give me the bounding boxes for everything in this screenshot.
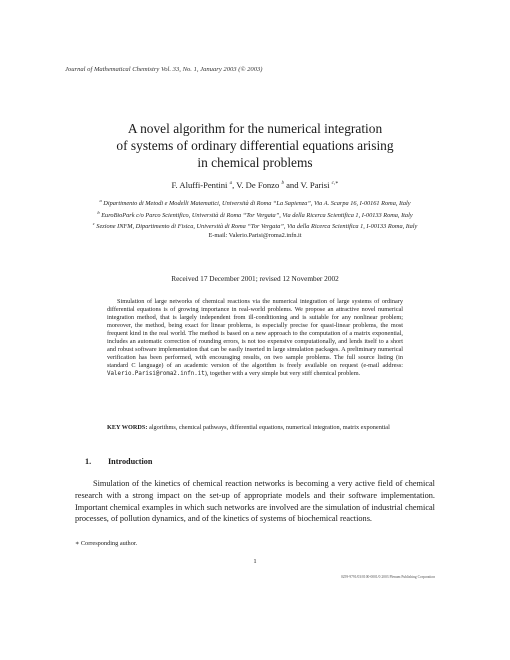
author-affil-mark: c,∗	[331, 181, 339, 187]
author-separator: and	[283, 180, 301, 190]
affil-text: Sezione INFM, Dipartimento di Fisica, Università di Roma “Tor Vergata”, Via della Ricerca Scientifica 1, I-00133 Roma, Italy	[96, 223, 418, 231]
section-heading	[85, 457, 152, 466]
title-line: of systems of ordinary differential equations arising	[116, 138, 394, 153]
author-list	[60, 180, 450, 190]
received-dates: Received 17 December 2001; revised 12 November 2002	[171, 274, 339, 283]
author-separator: ,	[232, 180, 237, 190]
author-name: F. Aluffi-Pentini	[171, 180, 228, 190]
author-affil-mark: b	[281, 181, 284, 187]
footnote: ∗ Corresponding author.	[75, 540, 138, 547]
page-number: 1	[253, 558, 257, 565]
title-line: A novel algorithm for the numerical integration	[127, 121, 383, 136]
affil-mark: c	[92, 221, 95, 227]
author-affil-mark: a	[229, 181, 233, 187]
abstract	[107, 298, 403, 378]
affil-text: EuroBioPark c/o Parco Scientifico, Università di Roma “Tor Vergata”, Via della Ricerca Scientifica 1, I-00133 Roma, Italy	[101, 211, 413, 219]
abstract-text: Simulation of large networks of chemical reactions via the numerical integration of large systems of ordinary differential equations is of growing importance in real-world problems. We propose an attractive novel numerical integration method, that is largely independent from ill-conditioning and is suitable for any nonlinear problem; moreover, the method, being exact for linear problems, is especially precise for quasi-linear problems, the most frequent kind in the real world. The method is based on a new approach to the computation of a matrix exponential, includes an automatic correction of rounding errors, is not too expensive computationally, and lends itself to a short and robust software implementation that can be easily inserted in large simulation packages. A preliminary numerical verification has been performed, with encouraging results, on two sample problems. The full source listing (in standard C language) of an academic version of the algorithm is freely available on request (e-mail address:	[107, 298, 403, 370]
affil-mark: b	[97, 209, 100, 215]
keywords-text: algorithms, chemical pathways, differential equations, numerical integration, matrix exponential	[147, 424, 390, 431]
author-name: V. De Fonzo	[236, 180, 280, 190]
affiliation-b	[70, 209, 440, 221]
abstract-email: Valerio.Parisi@roma2.infn.it	[107, 371, 205, 378]
keywords	[107, 424, 403, 432]
section-number: 1.	[85, 457, 92, 466]
keywords-label: KEY WORDS:	[107, 424, 148, 431]
affil-text: Dipartimento di Metodi e Modelli Matematici, Università di Roma “La Sapienza”, Via A. Scarpa 16, I-00161 Roma, Italy	[103, 200, 411, 208]
title-line: in chemical problems	[197, 155, 313, 170]
abstract-text-end: ), together with a very simple but very stiff chemical problem.	[204, 370, 361, 378]
paper-title	[60, 120, 450, 171]
author-email: E-mail: Valerio.Parisi@roma2.infn.it	[208, 232, 302, 240]
affiliation-c	[70, 220, 440, 232]
intro-paragraph: Simulation of the kinetics of chemical reaction networks is becoming a very active field of chemical research with a strong impact on the set-up of appropriate models and their software implementation. Important chemical examples in which such networks are involved are the simulation of industrial chemical processes, of pollution dynamics, and of the kinetics of systems of biochemical reactions.	[75, 479, 435, 524]
affil-mark: a	[99, 198, 102, 203]
section-title: Introduction	[108, 457, 153, 466]
journal-header: Journal of Mathematical Chemistry Vol. 33, No. 1, January 2003 (© 2003)	[65, 66, 263, 73]
copyright-line: 0259-9791/03/0100-0001/0 2003 Plenum Publishing Corporation	[340, 575, 435, 579]
affiliations	[70, 197, 440, 241]
author-name: V. Parisi	[300, 180, 330, 190]
affiliation-a	[70, 197, 440, 209]
